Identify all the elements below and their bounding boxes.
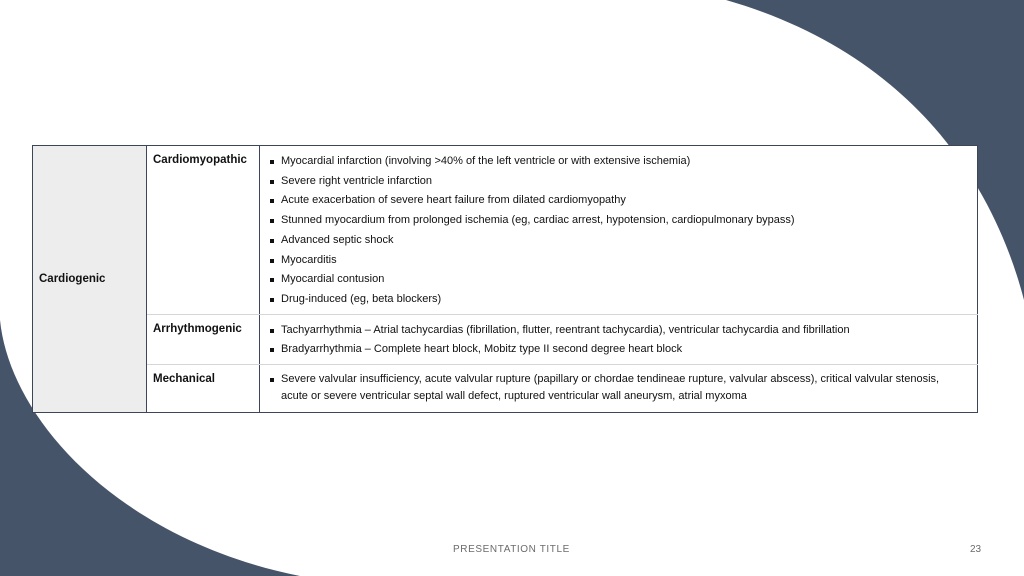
category-label: Cardiogenic xyxy=(39,273,106,286)
items-cell xyxy=(260,314,978,364)
subcategory-label: Arrhythmogenic xyxy=(153,322,242,335)
items-cell xyxy=(260,365,978,413)
subcategory-label: Mechanical xyxy=(153,373,215,386)
item-list xyxy=(260,365,977,409)
list-item: Tachyarrhythmia – Atrial tachycardias (fibrillation, flutter, reentrant tachycardia), ventricular tachycardia and fibrillation xyxy=(270,321,959,341)
subcategory-cell xyxy=(147,314,260,364)
list-item: Myocardial infarction (involving >40% of the left ventricle or with extensive ischemia) xyxy=(270,152,959,172)
shock-causes-table xyxy=(32,145,978,413)
list-item: Severe valvular insufficiency, acute valvular rupture (papillary or chordae tendineae rupture, valvular abscess), critical valvular stenosis, acute or severe ventricular septal wall defect, ruptured ventricular wall aneurysm, atrial myxoma xyxy=(270,371,959,405)
list-item: Severe right ventricle infarction xyxy=(270,172,959,192)
subcategory-cell xyxy=(147,365,260,413)
subcategory-label: Cardiomyopathic xyxy=(153,154,247,166)
list-item: Myocardial contusion xyxy=(270,270,959,290)
footer-title: PRESENTATION TITLE xyxy=(453,544,570,555)
list-item: Acute exacerbation of severe heart failure from dilated cardiomyopathy xyxy=(270,191,959,211)
list-item: Bradyarrhythmia – Complete heart block, Mobitz type II second degree heart block xyxy=(270,340,959,360)
list-item: Stunned myocardium from prolonged ischemia (eg, cardiac arrest, hypotension, cardiopulmonary bypass) xyxy=(270,211,959,231)
list-item: Myocarditis xyxy=(270,251,959,271)
subcategory-cell xyxy=(147,146,260,315)
list-item: Advanced septic shock xyxy=(270,231,959,251)
page-number: 23 xyxy=(970,544,982,555)
items-cell xyxy=(260,146,978,315)
item-list xyxy=(260,315,977,364)
list-item: Drug-induced (eg, beta blockers) xyxy=(270,290,959,310)
item-list xyxy=(260,146,977,314)
category-cell xyxy=(33,146,147,413)
